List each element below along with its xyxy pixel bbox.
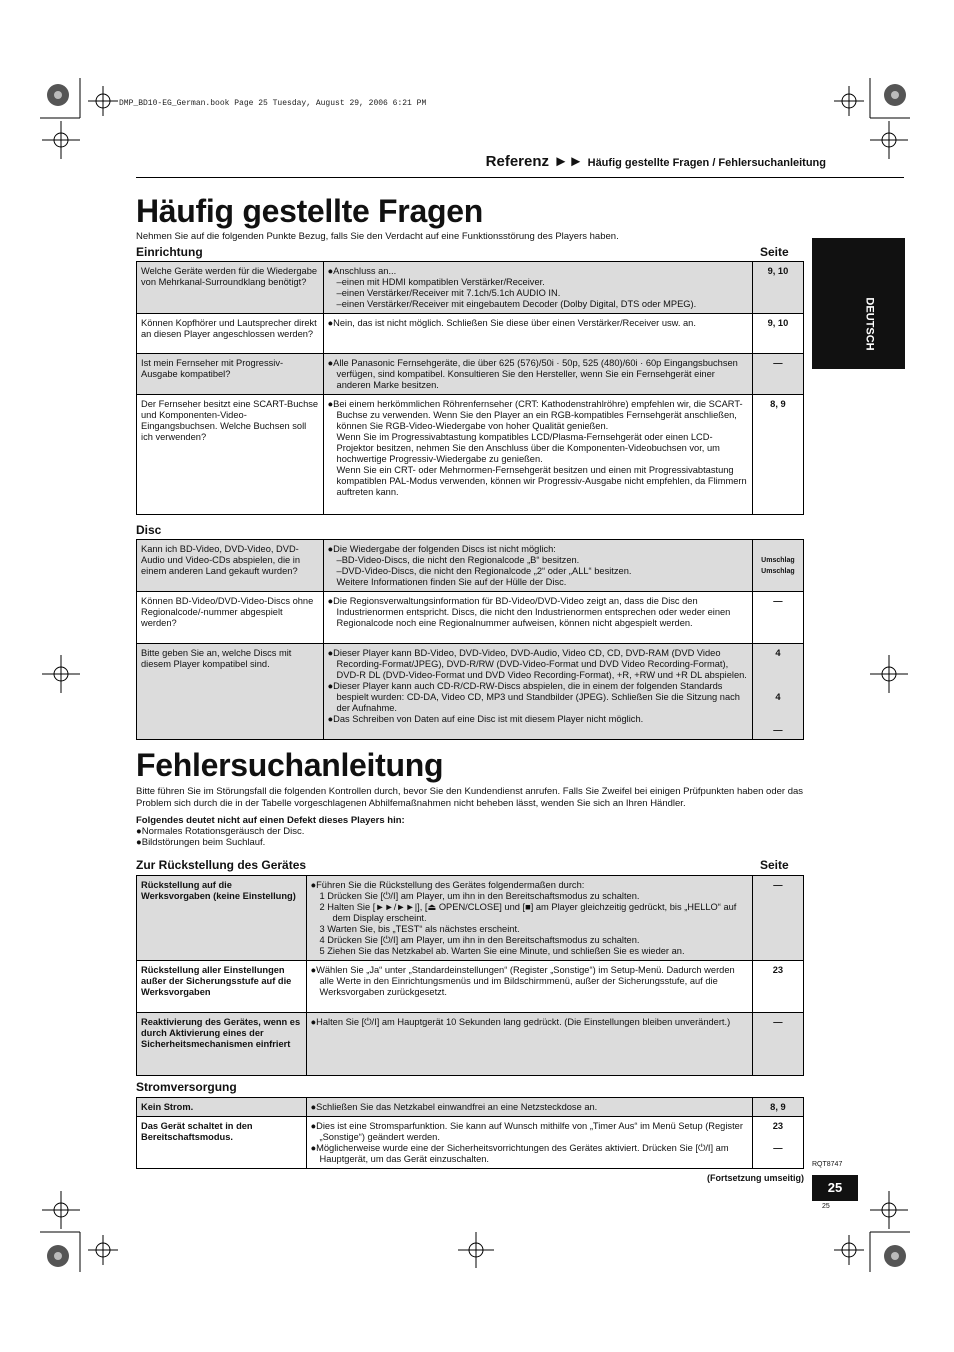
note-title: Folgendes deutet nicht auf einen Defekt dieses Players hin: — [136, 815, 405, 826]
power-table — [136, 1097, 804, 1169]
table-row: Kann ich BD-Video, DVD-Video, DVD-Audio und Video-CDs abspielen, die in einem anderen Land gekauft wurden? ●Die Wiedergabe der folgenden Discs ist nicht möglich: –BD-Video-Discs, die nicht den Regionalcode „B“ besitzen. –DVD-Video-Discs, die nicht den Regionalcode „2“ oder „ALL“ besitzen. Weitere Informationen finden Sie auf der Hülle der Disc. Umschlag Umschlag — [137, 540, 804, 592]
trouble-title: Fehlersuchanleitung — [136, 747, 444, 783]
trouble-intro: Bitte führen Sie im Störungsfall die folgenden Kontrollen durch, bevor Sie den Kundendienst anrufen. Falls Sie Zweifel bei einigen Prüfpunkten haben oder das Problem sich durch die in der Tabelle vorgeschlagenen Abhilfemaßnahmen nicht beheben lässt, wenden Sie sich an Ihren Händler. — [136, 786, 804, 809]
table-row: Rückstellung auf die Werksvorgaben (keine Einstellung) ●Führen Sie die Rückstellung des Gerätes folgendermaßen durch: 1 Drücken Sie [⏻/I] am Player, um ihn in den Bereitschaftsmodus zu schalten. 2 Halten Sie [►►/►►|], [⏏ OPEN/CLOSE] und [■] am Player gleichzeitig gedrückt, bis „HELLO“ auf dem Display erscheint. 3 Warten Sie, bis „TEST“ als nächstes erscheint. 4 Drücken Sie [⏻/I] am Player, um ihn in den Bereitschaftsmodus zu schalten. 5 Ziehen Sie das Netzkabel ab. Warten Sie eine Minute, und schließen Sie es wieder an. — — [137, 876, 804, 961]
continue-note: (Fortsetzung umseitig) — [707, 1173, 804, 1183]
model-code: RQT8747 — [812, 1161, 843, 1168]
page-column-heading: Seite — [760, 858, 789, 872]
table-row: Können Kopfhörer und Lautsprecher direkt an diesen Player angeschlossen werden? ●Nein, das ist nicht möglich. Schließen Sie diese über einen Verstärker/Receiver usw. an. 9, 10 — [137, 314, 804, 354]
power-heading: Stromversorgung — [136, 1080, 237, 1094]
setup-heading: Einrichtung — [136, 245, 203, 259]
faq-intro: Nehmen Sie auf die folgenden Punkte Bezug, falls Sie den Verdacht auf eine Funktionsstörung des Players haben. — [136, 231, 619, 242]
setup-table — [136, 261, 804, 515]
disc-heading: Disc — [136, 523, 162, 537]
language-tab: DEUTSCH — [812, 238, 905, 369]
table-row: Der Fernseher besitzt eine SCART-Buchse und Komponenten-Video-Eingangsbuchsen. Welche Buchsen soll ich verwenden? ●Bei einem herkömmlichen Röhrenfernseher (CRT: Kathodenstrahlröhre) empfehlen wir, die SCART-Buchse zu verwenden. Wenn Sie den Player an ein RGB-kompatibles Fernsehgerät anschließen, können Sie RGB-Video-Wiedergabe von hoher Qualität genießen. Wenn Sie im Progressivabtastung kompatibles LCD/Plasma-Fernsehgerät oder einen LCD-Projektor besitzen, nehmen Sie den Anschluss über die Komponenten-Videobuchsen vor, um hochwertige Progressiv-Wiedergabe zu genießen. Wenn Sie ein CRT- oder Mehrnormen-Fernsehgerät besitzen und einen mit Progressivabtastung kompatiblen PAL-Modus verwenden, können wir Progressiv-Ausgabe nicht empfehlen, da Flimmern auftreten kann. 8, 9 — [137, 395, 804, 515]
running-header — [136, 153, 826, 171]
table-row: Welche Geräte werden für die Wiedergabe von Mehrkanal-Surroundklang benötigt? ●Anschluss an... –einen mit HDMI kompatiblen Verstärker/Receiver. –einen Verstärker/Receiver mit 7.1ch/5.1ch AUDIO IN. –einen Verstärker/Receiver mit eingebautem Decoder (Dolby Digital, DTS oder MPEG). 9, 10 — [137, 262, 804, 314]
table-row: Rückstellung aller Einstellungen außer der Sicherungsstufe auf die Werksvorgaben ●Wählen Sie „Ja“ unter „Standardeinstellungen“ (Register „Sonstige“) im Setup-Menü. Dadurch werden alle Werte in den Einrichtungsmenüs und im Bildschirmmenü, außer der Sicherungsstufe, auf die Werksvorgaben zurückgesetzt. 23 — [137, 961, 804, 1013]
page-number: 25 — [812, 1175, 858, 1201]
reset-table — [136, 875, 804, 1076]
header-arrows: ►► — [553, 153, 584, 170]
note-item: ●Bildstörungen beim Suchlauf. — [136, 837, 266, 848]
table-row: Ist mein Fernseher mit Progressiv-Ausgabe kompatibel? ●Alle Panasonic Fernsehgeräte, die über 625 (576)/50i · 50p, 525 (480)/60i · 60p Eingangsbuchsen verfügen, sind kompatibel. Konsultieren Sie den Hersteller, wenn Sie ein Fernsehgerät einer anderen Marke besitzen. — — [137, 354, 804, 395]
table-row: Reaktivierung des Gerätes, wenn es durch Aktivierung eines der Sicherheitsmechanismen einfriert ●Halten Sie [⏻/I] am Hauptgerät 10 Sekunden lang gedrückt. (Die Einstellungen bleiben unverändert.) — — [137, 1013, 804, 1076]
header-section: Referenz — [485, 153, 550, 170]
table-row: Das Gerät schaltet in den Bereitschaftsmodus. ●Dies ist eine Stromsparfunktion. Sie kann auf Wunsch mithilfe von „Timer Aus“ im Menü Setup (Register „Sonstige“) geändert werden. ●Möglicherweise wurde eine der Sicherheitsvorrichtungen des Gerätes aktiviert. Drücken Sie [⏻/I] am Hauptgerät, um das Gerät einzuschalten. 23 — — [137, 1117, 804, 1169]
table-row: Kein Strom. ●Schließen Sie das Netzkabel einwandfrei an eine Netzsteckdose an. 8, 9 — [137, 1098, 804, 1117]
table-row: Bitte geben Sie an, welche Discs mit diesem Player kompatibel sind. ●Dieser Player kann BD-Video, DVD-Video, DVD-Audio, Video CD, CD, DVD-RAM (DVD Video Recording-Format/JPEG), DVD-R/RW (DVD-Video-Format und DVD Video Recording-Format), DVD-R DL (DVD-Video-Format und DVD Video Recording-Format), +R, +RW und +R DL abspielen. ●Dieser Player kann auch CD-R/CD-RW-Discs abspielen, die in einem der folgenden Standards bespielt wurden: CD-DA, Video CD, MP3 und Standbilder (JPEG). Schließen Sie die Sitzung nach der Aufnahme. ●Das Schreiben von Daten auf eine Disc ist mit diesem Player nicht möglich. 4 4 — — [137, 644, 804, 740]
page-number-small: 25 — [822, 1203, 830, 1210]
page-column-heading: Seite — [760, 245, 789, 259]
table-row: Können BD-Video/DVD-Video-Discs ohne Regionalcode/-nummer abgespielt werden? ●Die Regionsverwaltungsinformation für BD-Video/DVD-Video zeigt an, dass die Disc den Industrienormen entspricht. Discs, die nicht den Industrienormen entsprechen oder weder einen Regionalcode noch eine Regionalnummer aufweisen, können nicht abgespielt werden. — — [137, 592, 804, 644]
header-rule — [136, 177, 904, 178]
reset-heading: Zur Rückstellung des Gerätes — [136, 858, 307, 872]
disc-table — [136, 539, 804, 740]
note-item: ●Normales Rotationsgeräusch der Disc. — [136, 826, 305, 837]
faq-title: Häufig gestellte Fragen — [136, 193, 483, 229]
book-info-line: DMP_BD10-EG_German.book Page 25 Tuesday, August 29, 2006 6:21 PM — [119, 99, 427, 108]
header-subtitle: Häufig gestellte Fragen / Fehlersuchanleitung — [587, 157, 826, 169]
